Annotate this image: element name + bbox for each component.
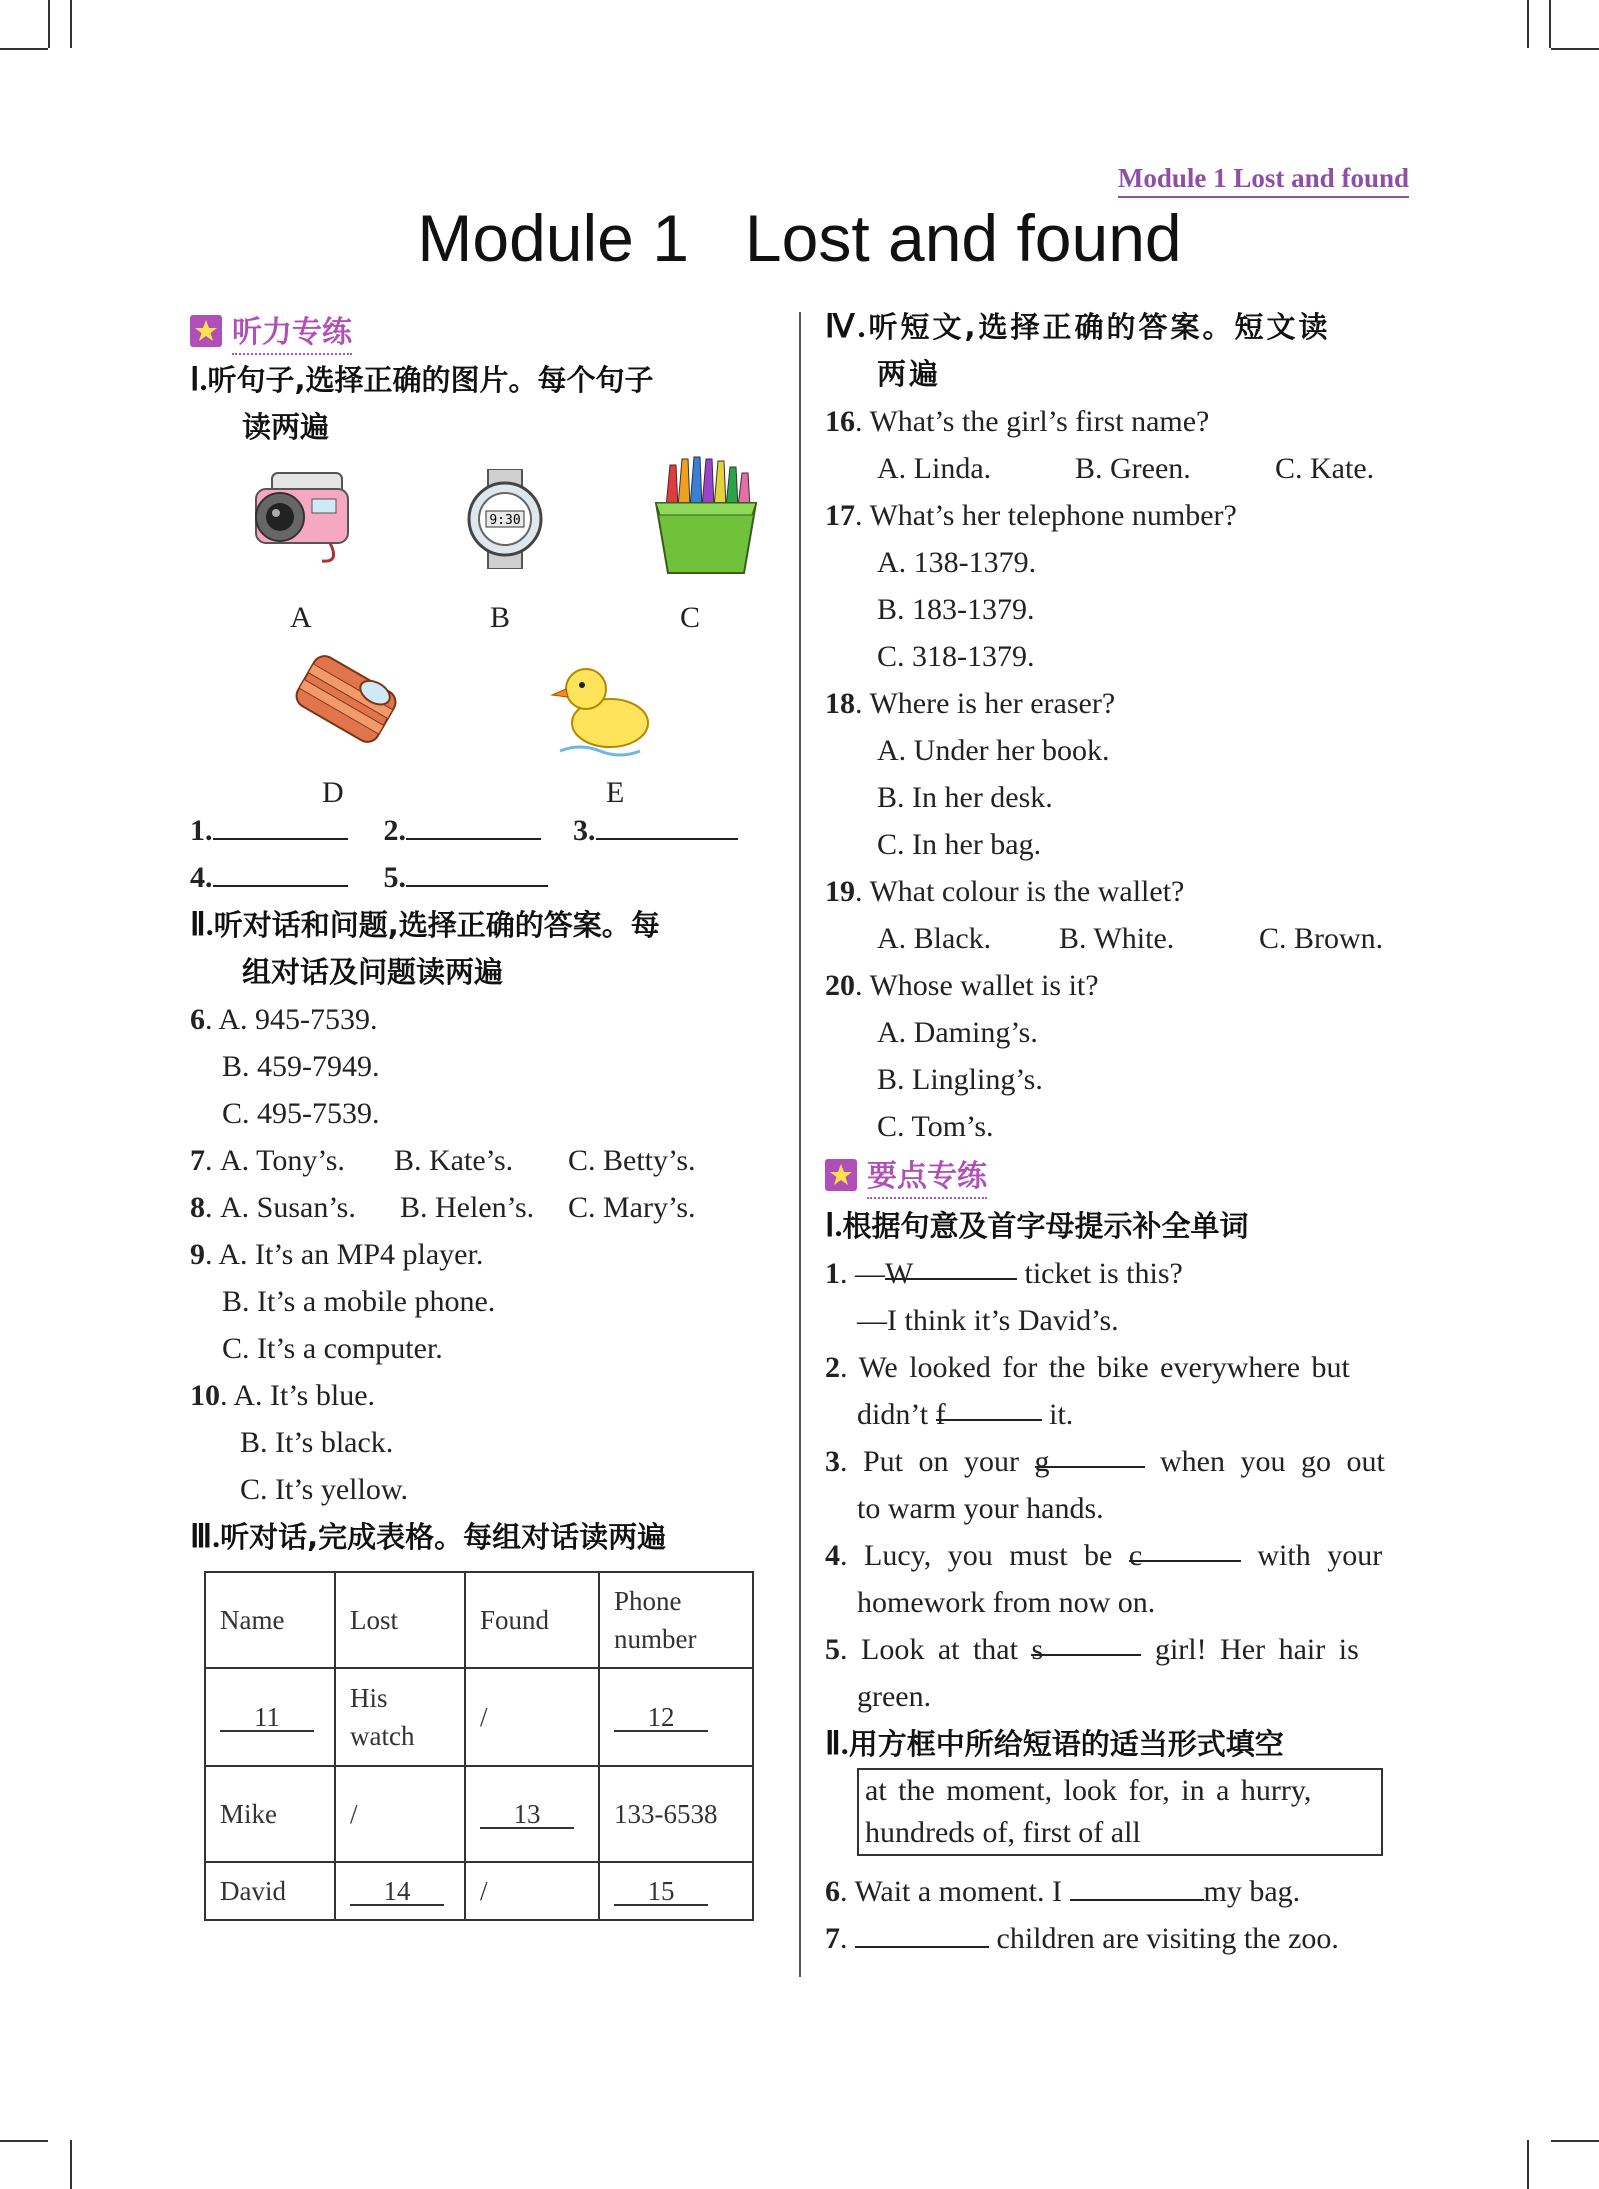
table-cell[interactable]: 14 [335,1862,465,1920]
question-20: 20. Whose wallet is it? [825,969,1099,1002]
fill-blank[interactable]: c [1129,1532,1241,1562]
table-cell[interactable]: 11 [205,1668,335,1766]
wallet-picture [288,641,404,759]
question-10: 10. A. It’s blue. [190,1379,376,1412]
crop-mark [0,48,48,50]
watch-time-text: 9:30 [489,513,521,528]
page-title: Module 1 Lost and found [417,201,1182,275]
instruction-part3: Ⅲ.听对话,完成表格。每组对话读两遍 [190,1518,667,1554]
picture-grid [190,451,770,807]
question-19: 19. What colour is the wallet? [825,875,1185,908]
answer-blank[interactable] [213,810,348,840]
table-cell: / [465,1862,599,1920]
crop-mark [0,2140,48,2142]
crop-mark [1549,0,1551,48]
fill-blank[interactable] [855,1918,989,1948]
pic-label-b: B [490,601,511,634]
question-9: 9. A. It’s an MP4 player. [190,1238,484,1271]
instruction-kp-part1: Ⅰ.根据句意及首字母提示补全单词 [825,1207,1249,1243]
pic-label-a: A [290,601,312,634]
question-18: 18. Where is her eraser? [825,687,1116,720]
camera-picture [242,463,358,567]
crop-mark [70,2140,72,2189]
kp-question-2: 2. We looked for the bike everywhere but [825,1351,1350,1384]
pic-label-e: E [606,776,625,809]
table-cell[interactable]: 15 [599,1862,753,1920]
question-7: 7. A. Tony’s. B. Kate’s. C. Betty’s. [190,1144,696,1177]
crop-mark [48,0,50,48]
table-header: Phone number [599,1572,753,1668]
section-heading-listening: 听力专练 [190,308,770,354]
answer-blank[interactable] [406,857,548,887]
kp-question-1: 1. —W ticket is this? [825,1250,1410,1297]
crop-mark [1551,48,1599,50]
duck-picture [550,651,660,761]
answer-table [204,1571,754,1921]
right-column: Ⅳ.听短文,选择正确的答案。短文读 两遍 16. What’s the girl’s first name? A. Linda. B. Green. C. Kate. 17. What’s her telephone number? A. 138-1379. B. 183-1379. C. 318-1379. 18. Where is her eraser? A. Under her book. B. In her desk. C. In her bag. 19. What colour is the wallet? A. Black. B. White. C. Brown. 20. Whose wallet is it? A. Daming’s. B. Lingling’s. C. Tom’s. 要点专练 Ⅰ.根据句意及首字母提示补全单词 1. —W ticket is this? —I think it’s David’s. 2. We looked for the bike everywhere but didn’t f it. 3. Put on your g when you go out to warm your hands. 4. Lucy, you must be c with your homework from now on. 5. Look at that s girl! Her hair is green. Ⅱ.用方框中所给短语的适当形式填空 at the moment, look for, in a hurry, hundreds of, first of all 6. Wait a moment. I my bag. 7. children are visiting the zoo. [825,303,1410,1962]
kp-question-3: 3. Put on your g when you go out [825,1438,1410,1485]
pic-label-c: C [680,601,701,634]
table-cell: 133-6538 [599,1766,753,1862]
left-column: 听力专练 Ⅰ.听句子,选择正确的图片。每个句子 读两遍 9:30 A B C D E 1. 2. 3. 4. 5. Ⅱ.听对话和问题,选择正确的答案。每 组对话及问题读两遍 6. A. 945-7539. B. 459-7949. C. 495-7539. 7. A. Tony’s. B. Kate’s. C. Betty’s. 8. A. Susan’s. B. Helen’s. C. Mary’s. 9. A. It’s an MP4 player. B. It’s a mobile phone. C. It’s a computer. 10. A. It’s blue. B. It’s black. C. It’s yellow. Ⅲ.听对话,完成表格。每组对话读两遍 Name Lost Found Phone number 11 His watch / 12 Mike / 13 133-6538 David 14 / 15 [190,308,770,1921]
instruction-part4: Ⅳ.听短文,选择正确的答案。短文读 两遍 [825,308,1331,391]
fill-blank[interactable] [1070,1871,1204,1901]
section-heading-key-points: 要点专练 [825,1152,1410,1198]
phrase-box: at the moment, look for, in a hurry, hundreds of, first of all [857,1768,1383,1856]
question-6: 6. A. 945-7539. [190,1003,378,1036]
column-divider [799,312,801,1977]
kp-question-7: 7. children are visiting the zoo. [825,1915,1410,1962]
watch-picture [460,469,550,569]
answer-blank[interactable] [406,810,541,840]
fill-blank[interactable]: W [885,1250,1017,1280]
table-cell[interactable]: 13 [465,1766,599,1862]
table-cell: / [335,1766,465,1862]
answer-blank[interactable] [213,857,348,887]
table-cell[interactable]: 12 [599,1668,753,1766]
star-icon [190,315,222,347]
table-header: Lost [335,1572,465,1668]
fill-blank[interactable]: g [1035,1438,1145,1468]
answer-row-1: 1. 2. 3. [190,807,770,854]
table-cell: His watch [335,1668,465,1766]
table-header: Found [465,1572,599,1668]
crop-mark [1551,2140,1599,2142]
pencils-picture [648,453,764,577]
instruction-part1: Ⅰ.听句子,选择正确的图片。每个句子 读两遍 [190,361,654,444]
kp-question-6: 6. Wait a moment. I my bag. [825,1868,1410,1915]
instruction-part2: Ⅱ.听对话和问题,选择正确的答案。每 组对话及问题读两遍 [190,906,660,989]
question-16: 16. What’s the girl’s first name? [825,405,1210,438]
crop-mark [70,0,72,48]
star-icon [825,1159,857,1191]
crop-mark [1527,2140,1529,2189]
fill-blank[interactable]: s [1031,1626,1141,1656]
fill-blank[interactable]: f [936,1391,1042,1421]
pic-label-d: D [322,776,344,809]
answer-row-2: 4. 5. [190,854,770,901]
table-cell: / [465,1668,599,1766]
kp-question-4: 4. Lucy, you must be c with your [825,1532,1410,1579]
answer-blank[interactable] [596,810,738,840]
question-8: 8. A. Susan’s. B. Helen’s. C. Mary’s. [190,1191,696,1224]
table-cell: Mike [205,1766,335,1862]
instruction-kp-part2: Ⅱ.用方框中所给短语的适当形式填空 [825,1725,1284,1761]
table-header: Name [205,1572,335,1668]
question-17: 17. What’s her telephone number? [825,499,1237,532]
crop-mark [1527,0,1529,48]
table-cell: David [205,1862,335,1920]
kp-question-5: 5. Look at that s girl! Her hair is [825,1626,1410,1673]
running-header: Module 1 Lost and found [1118,163,1409,198]
